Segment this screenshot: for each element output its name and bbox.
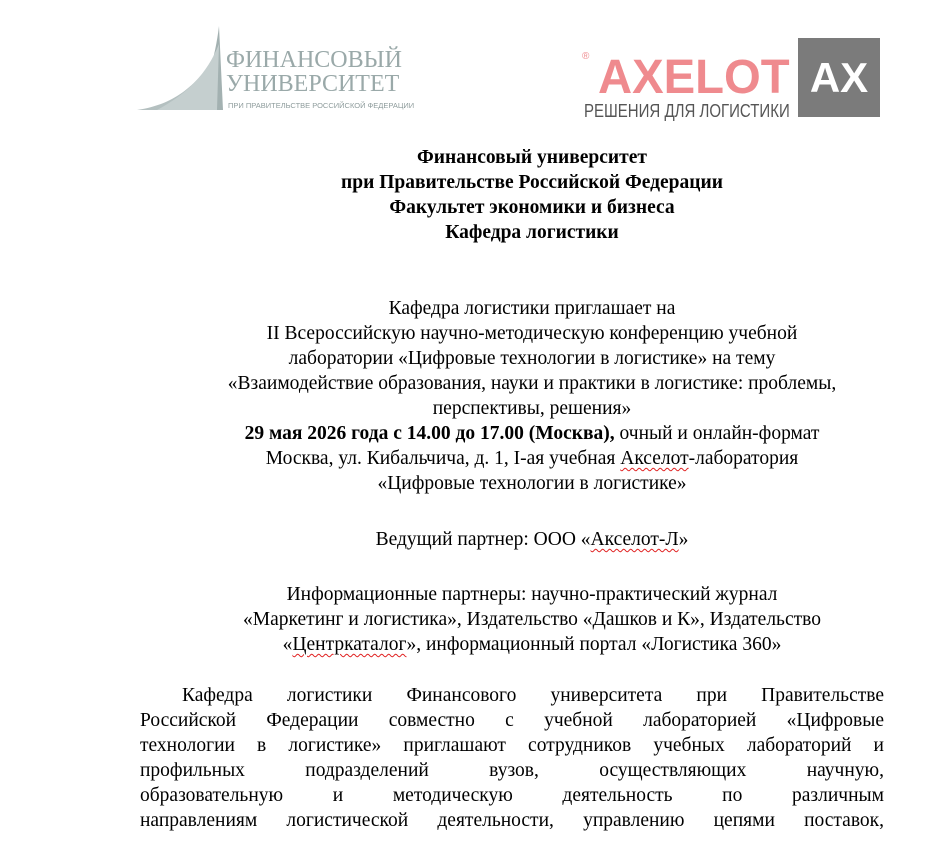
axelot-tagline: РЕШЕНИЯ ДЛЯ ЛОГИСТИКИ <box>584 101 790 121</box>
registered-mark: ® <box>582 51 590 62</box>
text-line: «Цифровые технологии в логистике» <box>377 473 687 494</box>
text-part: Москва, ул. Кибальчича, д. 1, I-ая учебная <box>265 448 621 469</box>
text-line: направлениям логистической деятельности, управлению цепями поставок, <box>140 810 884 831</box>
fu-logo-text <box>226 48 402 96</box>
header-line: Финансовый университет <box>417 147 647 168</box>
fu-logo-line: УНИВЕРСИТЕТ <box>226 71 400 97</box>
text-part: Центркаталог <box>292 634 407 655</box>
text-line: «Маркетинг и логистика», Издательство «Дашков и К», Издательство <box>243 609 821 630</box>
text-part: Акселот-Л <box>590 529 679 550</box>
text-line: профильных подразделений вузов, осуществляющих научную, <box>140 760 884 781</box>
date-line <box>180 421 884 446</box>
text-line: Кафедра логистики приглашает на <box>388 298 676 319</box>
date-time: 29 мая 2026 года с 14.00 до 17.00 (Москва), <box>244 423 615 444</box>
lead-partner <box>180 527 884 552</box>
text-line: технологии в логистике» приглашают сотрудников учебных лабораторий и <box>140 735 884 756</box>
header-line: Кафедра логистики <box>445 222 619 243</box>
text-part: », информационный портал «Логистика 360» <box>406 634 782 655</box>
header-line: Факультет экономики и бизнеса <box>389 197 675 218</box>
text-line: Кафедра логистики Финансового университета при Правительстве <box>182 685 884 706</box>
format: очный и онлайн-формат <box>614 423 820 444</box>
text-line: образовательную и методическую деятельность по различным <box>140 785 884 806</box>
text-line: Российской Федерации совместно с учебной лабораторией «Цифровые <box>140 710 884 731</box>
text-part: » <box>678 529 689 550</box>
axelot-mark: AX <box>798 38 880 117</box>
text-line: лаборатории «Цифровые технологии в логистике» на тему <box>288 348 776 369</box>
text-line: Информационные партнеры: научно-практический журнал <box>286 584 778 605</box>
address-line <box>180 446 884 471</box>
text-line <box>180 632 884 657</box>
header-line: при Правительстве Российской Федерации <box>341 172 723 193</box>
text-part: Ведущий партнер: ООО « <box>375 529 591 550</box>
text-line: перспективы, решения» <box>432 398 632 419</box>
text-part: Акселот <box>620 448 689 469</box>
fu-logo-subtitle: ПРИ ПРАВИТЕЛЬСТВЕ РОССИЙСКОЙ ФЕДЕРАЦИИ <box>228 101 415 110</box>
text-part: « <box>282 634 293 655</box>
text-line: II Всероссийскую научно-методическую конференцию учебной <box>266 323 798 344</box>
text-part: -лаборатория <box>688 448 799 469</box>
fu-logo-line: ФИНАНСОВЫЙ <box>226 47 402 73</box>
text-line: «Взаимодействие образования, науки и практики в логистике: проблемы, <box>227 373 837 394</box>
axelot-wordmark: AXELOT <box>598 51 790 104</box>
